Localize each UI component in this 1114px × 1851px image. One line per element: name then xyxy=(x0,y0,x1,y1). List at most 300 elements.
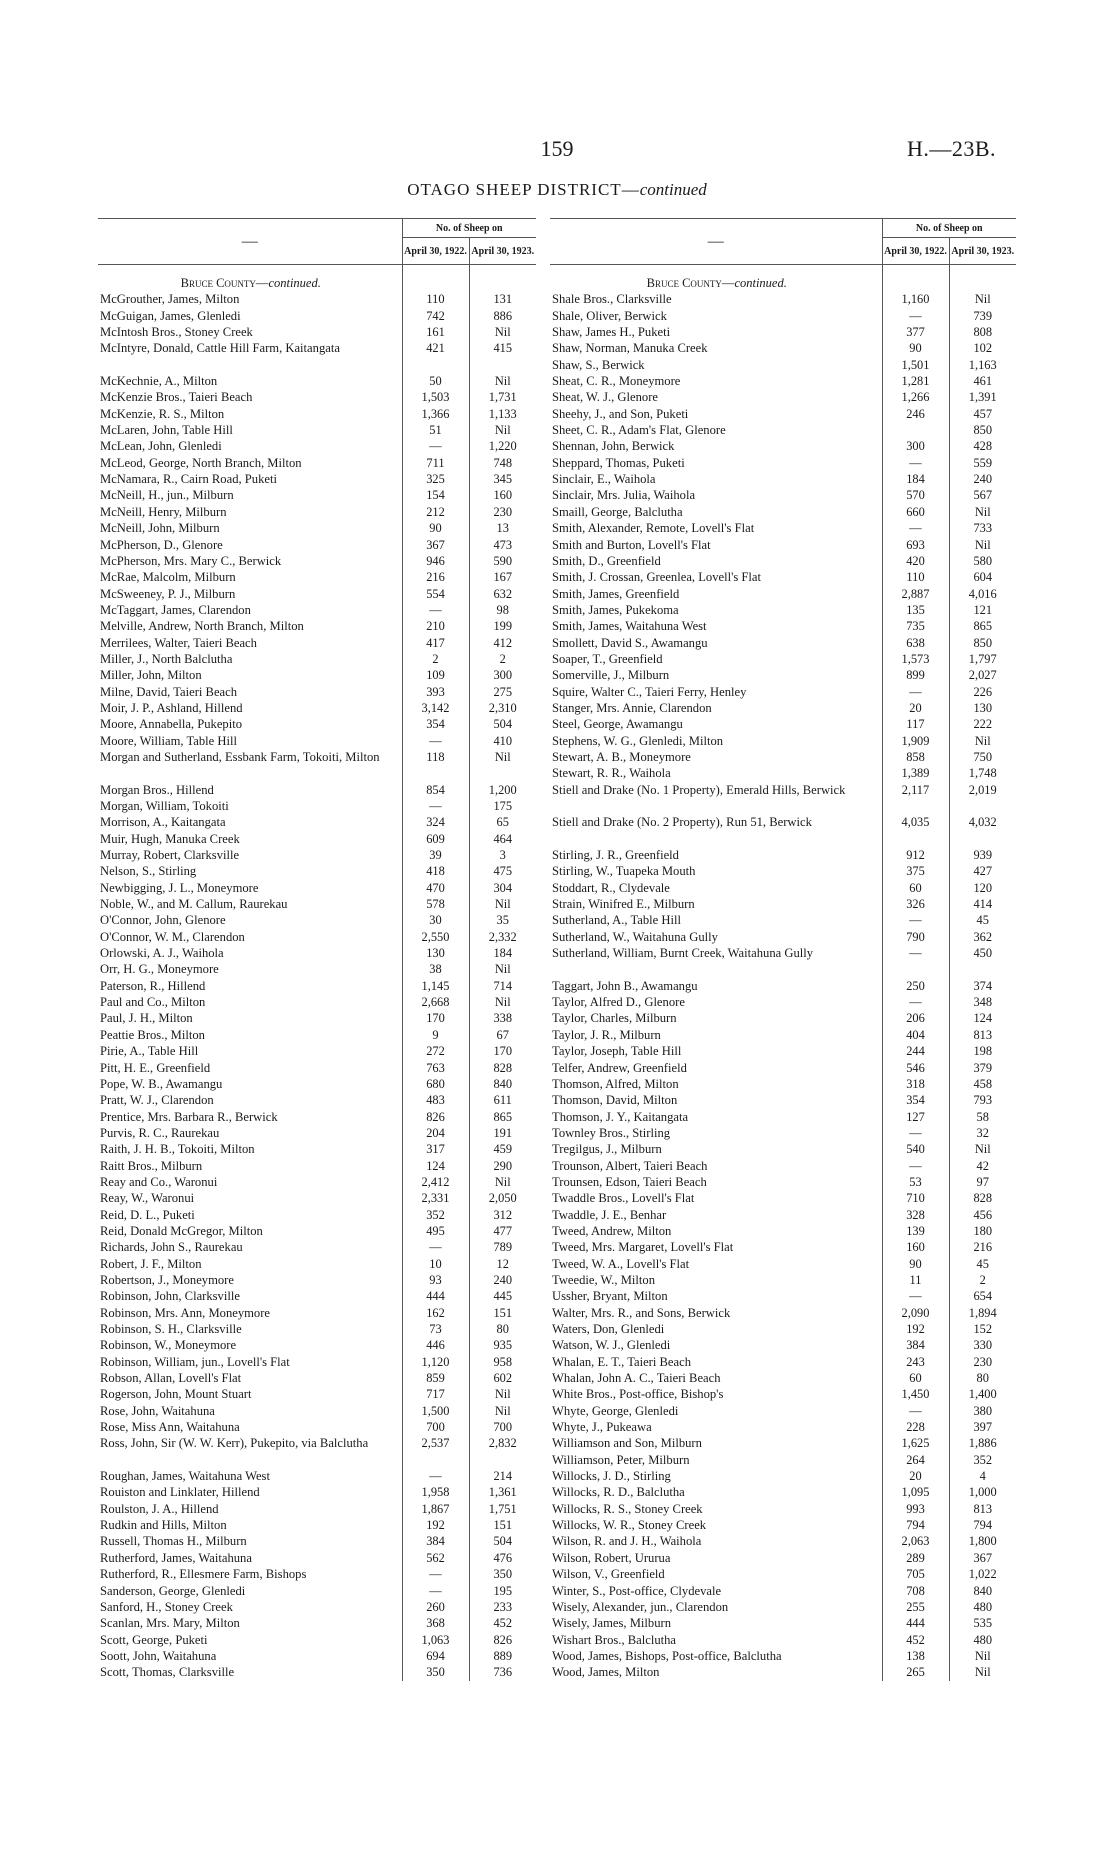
owner-name: Whyte, George, Glenledi xyxy=(552,1403,679,1418)
sheep-1922: 192 xyxy=(402,1517,469,1533)
sheep-1923: 130 xyxy=(949,700,1016,716)
table-row xyxy=(550,586,1016,602)
owner-name: Melville, Andrew, North Branch, Milton xyxy=(100,619,304,634)
sheep-1922: 1,120 xyxy=(402,1354,469,1370)
sheep-1923: 794 xyxy=(949,1517,1016,1533)
owner-name: Murray, Robert, Clarksville xyxy=(100,848,240,863)
sheep-1923: 167 xyxy=(469,569,536,585)
document-code: H.—23B. xyxy=(906,136,996,161)
sheep-1923: 850 xyxy=(949,422,1016,438)
sheep-1922: — xyxy=(402,438,469,454)
sheep-1923: 850 xyxy=(949,635,1016,651)
owner-name: Whyte, J., Pukeawa xyxy=(552,1420,652,1435)
sheep-1922: 1,573 xyxy=(882,651,949,667)
table-row xyxy=(98,1092,536,1108)
sheep-1923: 1,200 xyxy=(469,782,536,798)
sheep-1923: 198 xyxy=(949,1043,1016,1059)
table-row xyxy=(98,1027,536,1043)
owner-name: McLean, John, Glenledi xyxy=(100,439,222,454)
page-number: 159 xyxy=(540,136,574,161)
sheep-1922: 317 xyxy=(402,1141,469,1157)
sheep-1922: 418 xyxy=(402,863,469,879)
owner-name: Willocks, R. D., Balclutha xyxy=(552,1485,685,1500)
table-row xyxy=(550,1321,1016,1337)
table-row xyxy=(550,357,1016,373)
table-row xyxy=(98,1419,536,1435)
sheep-1923: 935 xyxy=(469,1337,536,1353)
table-row xyxy=(98,831,536,847)
table-row xyxy=(550,1533,1016,1549)
owner-name: Wilson, Robert, Ururua xyxy=(552,1550,671,1565)
table-row xyxy=(550,1632,1016,1648)
sheep-1923: 80 xyxy=(949,1370,1016,1386)
table-row xyxy=(550,422,1016,438)
sheep-1923: Nil xyxy=(949,733,1016,749)
sheep-1923: 1,133 xyxy=(469,406,536,422)
sheep-1923: 42 xyxy=(949,1158,1016,1174)
owner-name: Twaddle Bros., Lovell's Flat xyxy=(552,1191,695,1206)
owner-name: McPherson, Mrs. Mary C., Berwick xyxy=(100,553,282,568)
owner-name: Smollett, David S., Awamangu xyxy=(552,635,708,650)
owner-name: McNeill, John, Milburn xyxy=(100,521,220,536)
table-row xyxy=(98,749,536,782)
sheep-1923: 379 xyxy=(949,1060,1016,1076)
sheep-1923: 216 xyxy=(949,1239,1016,1255)
owner-name: Watson, W. J., Glenledi xyxy=(552,1338,671,1353)
sheep-1923: 415 xyxy=(469,340,536,373)
table-row xyxy=(98,863,536,879)
owner-name: Robertson, J., Moneymore xyxy=(100,1272,234,1287)
sheep-1922: 352 xyxy=(402,1207,469,1223)
sheep-1923: 789 xyxy=(469,1239,536,1255)
sheep-1923: 714 xyxy=(469,978,536,994)
sheep-1922: 2,412 xyxy=(402,1174,469,1190)
sheep-1922: 20 xyxy=(882,700,949,716)
owner-name: Stiell and Drake (No. 1 Property), Emerald Hills, Berwick xyxy=(552,782,846,797)
owner-name: Robert, J. F., Milton xyxy=(100,1256,202,1271)
sheep-1922: 1,958 xyxy=(402,1484,469,1500)
sheep-1923: 567 xyxy=(949,487,1016,503)
sheep-1923: 602 xyxy=(469,1370,536,1386)
owner-name: Russell, Thomas H., Milburn xyxy=(100,1534,247,1549)
sheep-1923: 733 xyxy=(949,520,1016,536)
sheep-1923: 240 xyxy=(949,471,1016,487)
table-row xyxy=(550,1583,1016,1599)
table-row xyxy=(550,1337,1016,1353)
owner-name: Stoddart, R., Clydevale xyxy=(552,880,670,895)
owner-name: Shaw, S., Berwick xyxy=(552,357,645,372)
owner-name: Sutherland, W., Waitahuna Gully xyxy=(552,929,718,944)
sheep-1922: 1,281 xyxy=(882,373,949,389)
table-row xyxy=(550,994,1016,1010)
sheep-1922: 680 xyxy=(402,1076,469,1092)
sheep-1922: 250 xyxy=(882,978,949,994)
owner-name: McRae, Malcolm, Milburn xyxy=(100,570,236,585)
table-row xyxy=(98,635,536,651)
table-row xyxy=(550,373,1016,389)
sheep-1923: 120 xyxy=(949,880,1016,896)
owner-name: Robson, Allan, Lovell's Flat xyxy=(100,1371,242,1386)
owner-name: Orr, H. G., Moneymore xyxy=(100,962,219,977)
sheep-1922: 912 xyxy=(882,847,949,863)
table-row xyxy=(98,291,536,307)
owner-name: Whalan, John A. C., Taieri Beach xyxy=(552,1371,721,1386)
owner-name: Waters, Don, Glenledi xyxy=(552,1322,665,1336)
table-row xyxy=(98,1288,536,1304)
sheep-1922: — xyxy=(882,994,949,1010)
sheep-1923: 397 xyxy=(949,1419,1016,1435)
section-heading: Bruce County—continued. xyxy=(646,276,787,290)
owner-name: Rouiston and Linklater, Hillend xyxy=(100,1485,260,1500)
sheep-1923: 330 xyxy=(949,1337,1016,1353)
sheep-1923: 4,032 xyxy=(949,814,1016,847)
sheep-1922: 73 xyxy=(402,1321,469,1337)
sheep-1923: 828 xyxy=(469,1060,536,1076)
sheep-1922: — xyxy=(402,733,469,749)
sheep-1922: — xyxy=(402,602,469,618)
sheep-1922: 421 xyxy=(402,340,469,373)
owner-name: Willocks, R. S., Stoney Creek xyxy=(552,1501,703,1516)
table-row xyxy=(550,1060,1016,1076)
sheep-1923: 3 xyxy=(469,847,536,863)
table-row xyxy=(550,1419,1016,1435)
sheep-1922: 154 xyxy=(402,487,469,503)
owner-name: Sutherland, A., Table Hill xyxy=(552,913,682,928)
owner-name: Trounsen, Edson, Taieri Beach xyxy=(552,1174,707,1189)
owner-name: McSweeney, P. J., Milburn xyxy=(100,586,236,601)
owner-name: Sheat, W. J., Glenore xyxy=(552,390,658,405)
owner-name: McKechnie, A., Milton xyxy=(100,374,218,389)
sheep-1922: 117 xyxy=(882,716,949,732)
table-row xyxy=(98,880,536,896)
sheep-1922: 1,625 xyxy=(882,1435,949,1451)
sheep-1922: 350 xyxy=(402,1664,469,1680)
sheep-1922 xyxy=(882,422,949,438)
table-row xyxy=(550,504,1016,520)
owner-name: McTaggart, James, Clarendon xyxy=(100,602,251,617)
sheep-1922: 708 xyxy=(882,1583,949,1599)
table-row xyxy=(550,945,1016,978)
table-row xyxy=(550,1370,1016,1386)
left-column xyxy=(98,218,536,1681)
owner-name: Prentice, Mrs. Barbara R., Berwick xyxy=(100,1109,278,1124)
owner-name: Merrilees, Walter, Taieri Beach xyxy=(100,635,257,650)
table-row xyxy=(550,667,1016,683)
owner-name: Milne, David, Taieri Beach xyxy=(100,684,238,699)
table-row xyxy=(550,324,1016,340)
owner-name: Robinson, S. H., Clarksville xyxy=(100,1322,242,1336)
sheep-1923: 590 xyxy=(469,553,536,569)
sheep-1923: 813 xyxy=(949,1027,1016,1043)
owner-name: Reay and Co., Waronui xyxy=(100,1174,218,1189)
owner-name: Shaw, Norman, Manuka Creek xyxy=(552,341,708,356)
owner-name: Moore, Annabella, Pukepito xyxy=(100,717,243,732)
sheep-1923: 13 xyxy=(469,520,536,536)
table-row xyxy=(550,765,1016,781)
table-row xyxy=(550,700,1016,716)
sheep-1923: 102 xyxy=(949,340,1016,356)
sheep-1922: 39 xyxy=(402,847,469,863)
owner-name: Sinclair, Mrs. Julia, Waihola xyxy=(552,488,696,503)
sheep-1922: 946 xyxy=(402,553,469,569)
owner-name: Paul and Co., Milton xyxy=(100,995,206,1010)
table-row xyxy=(98,455,536,471)
sheep-1922: 562 xyxy=(402,1550,469,1566)
table-row xyxy=(98,798,536,814)
table-row xyxy=(98,553,536,569)
table-row xyxy=(98,406,536,422)
sheep-1923: 160 xyxy=(469,487,536,503)
sheep-1923: 632 xyxy=(469,586,536,602)
owner-name: Tweed, Mrs. Margaret, Lovell's Flat xyxy=(552,1240,734,1255)
sheep-1923: 121 xyxy=(949,602,1016,618)
sheep-1923: 580 xyxy=(949,553,1016,569)
sheep-1923: 452 xyxy=(469,1615,536,1631)
table-row xyxy=(550,1010,1016,1026)
sheep-1922: 1,095 xyxy=(882,1484,949,1500)
sheep-1922: 90 xyxy=(882,1256,949,1272)
owner-name: Williamson, Peter, Milburn xyxy=(552,1452,690,1467)
table-row xyxy=(98,1566,536,1582)
owner-column-header: — xyxy=(550,219,882,265)
sheep-1923: 750 xyxy=(949,749,1016,765)
owner-name: McNeill, H., jun., Milburn xyxy=(100,488,234,503)
table-row xyxy=(98,700,536,716)
sheep-1923: 2,050 xyxy=(469,1190,536,1206)
sheep-1923: Nil xyxy=(469,961,536,977)
sheep-1922: 10 xyxy=(402,1256,469,1272)
owner-name: Taylor, J. R., Milburn xyxy=(552,1027,661,1042)
owner-name: Roughan, James, Waitahuna West xyxy=(100,1469,270,1484)
sheep-1923: 67 xyxy=(469,1027,536,1043)
owner-name: Pirie, A., Table Hill xyxy=(100,1044,199,1059)
table-row xyxy=(550,1043,1016,1059)
table-row xyxy=(550,537,1016,553)
sheep-1922: 1,266 xyxy=(882,389,949,405)
table-row xyxy=(98,1517,536,1533)
owner-name: McPherson, D., Glenore xyxy=(100,537,223,552)
sheep-1923: Nil xyxy=(469,896,536,912)
sheep-1922: 170 xyxy=(402,1010,469,1026)
table-row xyxy=(550,389,1016,405)
sheep-1923: 1,894 xyxy=(949,1305,1016,1321)
owner-column-header: — xyxy=(98,219,402,265)
owner-name: O'Connor, John, Glenore xyxy=(100,913,226,928)
sheep-1923: 184 xyxy=(469,945,536,961)
table-row xyxy=(98,537,536,553)
sheep-1922: 289 xyxy=(882,1550,949,1566)
sheep-1922: 260 xyxy=(402,1599,469,1615)
owner-name: Stewart, R. R., Waihola xyxy=(552,766,671,781)
owner-name: Pratt, W. J., Clarendon xyxy=(100,1093,214,1108)
sheep-1923: Nil xyxy=(469,994,536,1010)
sheep-1923: 180 xyxy=(949,1223,1016,1239)
sheep-1922: 368 xyxy=(402,1615,469,1631)
sheep-1923: 808 xyxy=(949,324,1016,340)
sheep-1922: 1,389 xyxy=(882,765,949,781)
table-row xyxy=(550,733,1016,749)
sheep-1923: 65 xyxy=(469,814,536,830)
sheep-1922: 483 xyxy=(402,1092,469,1108)
table-row xyxy=(98,1337,536,1353)
sheep-1923: 475 xyxy=(469,863,536,879)
sheep-1923: 889 xyxy=(469,1648,536,1664)
table-row xyxy=(98,961,536,977)
sheep-1922: 854 xyxy=(402,782,469,798)
sheep-1923: 1,220 xyxy=(469,438,536,454)
sheep-1922: — xyxy=(882,1288,949,1304)
sheep-1923: 414 xyxy=(949,896,1016,912)
sheep-1922: 204 xyxy=(402,1125,469,1141)
table-row xyxy=(98,1321,536,1337)
table-row xyxy=(98,1386,536,1402)
owner-name: McLeod, George, North Branch, Milton xyxy=(100,455,302,470)
owner-name: Wood, James, Bishops, Post-office, Balclutha xyxy=(552,1648,782,1663)
owner-name: Roulston, J. A., Hillend xyxy=(100,1501,219,1516)
sheep-1923: 480 xyxy=(949,1632,1016,1648)
table-row xyxy=(98,1648,536,1664)
sheep-1922: 546 xyxy=(882,1060,949,1076)
sheep-1922: 93 xyxy=(402,1272,469,1288)
table-row xyxy=(550,520,1016,536)
sheep-1922: 700 xyxy=(402,1419,469,1435)
sheep-1923: Nil xyxy=(469,1386,536,1402)
sheep-1922: 859 xyxy=(402,1370,469,1386)
sheep-1922: 735 xyxy=(882,618,949,634)
owner-name: Stewart, A. B., Moneymore xyxy=(552,749,691,764)
sheep-1923: 151 xyxy=(469,1517,536,1533)
sheep-1923: 1,391 xyxy=(949,389,1016,405)
owner-name: Smaill, George, Balclutha xyxy=(552,504,683,519)
sheep-1923: 80 xyxy=(469,1321,536,1337)
sheep-count-header: No. of Sheep on xyxy=(402,219,536,238)
owner-name: Winter, S., Post-office, Clydevale xyxy=(552,1583,722,1598)
table-row xyxy=(550,749,1016,765)
sheep-1922: 578 xyxy=(402,896,469,912)
owner-name: Moir, J. P., Ashland, Hillend xyxy=(100,700,243,715)
page-title xyxy=(0,180,1114,200)
right-table-body xyxy=(550,265,1016,1681)
sheep-1923: 1,731 xyxy=(469,389,536,405)
sheep-1923: 350 xyxy=(469,1566,536,1582)
owner-name: Thomson, David, Milton xyxy=(552,1093,678,1108)
table-row xyxy=(550,1207,1016,1223)
sheep-table-right xyxy=(550,218,1016,1681)
table-row xyxy=(98,618,536,634)
owner-name: Pope, W. B., Awamangu xyxy=(100,1076,223,1091)
sheep-1922: 660 xyxy=(882,504,949,520)
sheep-1923: 348 xyxy=(949,994,1016,1010)
table-row xyxy=(98,1484,536,1500)
sheep-1922: 495 xyxy=(402,1223,469,1239)
table-row xyxy=(98,1550,536,1566)
sheep-1923: 456 xyxy=(949,1207,1016,1223)
owner-name: Sanderson, George, Glenledi xyxy=(100,1583,246,1598)
sheep-1922: 858 xyxy=(882,749,949,765)
sheep-1923: Nil xyxy=(949,291,1016,307)
table-row xyxy=(98,1305,536,1321)
sheep-count-header: No. of Sheep on xyxy=(882,219,1016,238)
sheep-1923: 464 xyxy=(469,831,536,847)
sheep-1922: 110 xyxy=(882,569,949,585)
table-row xyxy=(98,814,536,830)
owner-name: Steel, George, Awamangu xyxy=(552,717,683,732)
sheep-1922: 710 xyxy=(882,1190,949,1206)
table-row xyxy=(98,487,536,503)
owner-name: Wisely, James, Milburn xyxy=(552,1616,672,1631)
owner-name: McKenzie, R. S., Milton xyxy=(100,406,225,421)
sheep-1923: 1,400 xyxy=(949,1386,1016,1402)
owner-name: Taylor, Joseph, Table Hill xyxy=(552,1044,682,1059)
sheep-1922: 109 xyxy=(402,667,469,683)
table-row xyxy=(550,1092,1016,1108)
table-row xyxy=(98,1664,536,1680)
table-row xyxy=(98,1190,536,1206)
sheep-1923: 412 xyxy=(469,635,536,651)
sheep-1923: 226 xyxy=(949,684,1016,700)
sheep-1923: 2,310 xyxy=(469,700,536,716)
owner-name: Sheehy, J., and Son, Puketi xyxy=(552,406,689,421)
sheep-1923: Nil xyxy=(949,537,1016,553)
table-row xyxy=(98,1501,536,1517)
table-row xyxy=(98,1223,536,1239)
sheep-1923: Nil xyxy=(949,504,1016,520)
table-row xyxy=(550,1435,1016,1451)
table-row xyxy=(550,684,1016,700)
owner-name: Newbigging, J. L., Moneymore xyxy=(100,880,259,895)
table-row xyxy=(550,291,1016,307)
table-row xyxy=(98,782,536,798)
sheep-1923: 1,800 xyxy=(949,1533,1016,1549)
owner-name: Paterson, R., Hillend xyxy=(100,978,206,993)
sheep-1923: 840 xyxy=(469,1076,536,1092)
sheep-1922: 540 xyxy=(882,1141,949,1157)
table-row xyxy=(550,651,1016,667)
table-row xyxy=(550,1501,1016,1517)
table-row xyxy=(550,1190,1016,1206)
sheep-1923: 480 xyxy=(949,1599,1016,1615)
owner-name: Strain, Winifred E., Milburn xyxy=(552,897,695,912)
table-row xyxy=(550,716,1016,732)
sheep-1922: 377 xyxy=(882,324,949,340)
table-row xyxy=(550,1288,1016,1304)
owner-name: Smith, Alexander, Remote, Lovell's Flat xyxy=(552,521,755,536)
sheep-1922: 228 xyxy=(882,1419,949,1435)
sheep-1922: 417 xyxy=(402,635,469,651)
table-row xyxy=(98,1435,536,1468)
sheep-1923: 230 xyxy=(949,1354,1016,1370)
table-row xyxy=(550,471,1016,487)
sheep-1922: 711 xyxy=(402,455,469,471)
sheep-1922: 244 xyxy=(882,1043,949,1059)
sheep-1923: 367 xyxy=(949,1550,1016,1566)
sheep-1922: 206 xyxy=(882,1010,949,1026)
table-row xyxy=(98,1141,536,1157)
table-row xyxy=(98,1632,536,1648)
sheep-1922: 138 xyxy=(882,1648,949,1664)
table-row xyxy=(550,1615,1016,1631)
owner-name: Sinclair, E., Waihola xyxy=(552,472,656,487)
sheep-1922: 554 xyxy=(402,586,469,602)
sheep-1923: 1,000 xyxy=(949,1484,1016,1500)
table-row xyxy=(550,1468,1016,1484)
sheep-1923: 813 xyxy=(949,1501,1016,1517)
sheep-1922: 216 xyxy=(402,569,469,585)
sheep-1923: 2,832 xyxy=(469,1435,536,1468)
table-row xyxy=(550,1027,1016,1043)
table-row xyxy=(98,324,536,340)
sheep-1922: 20 xyxy=(882,1468,949,1484)
